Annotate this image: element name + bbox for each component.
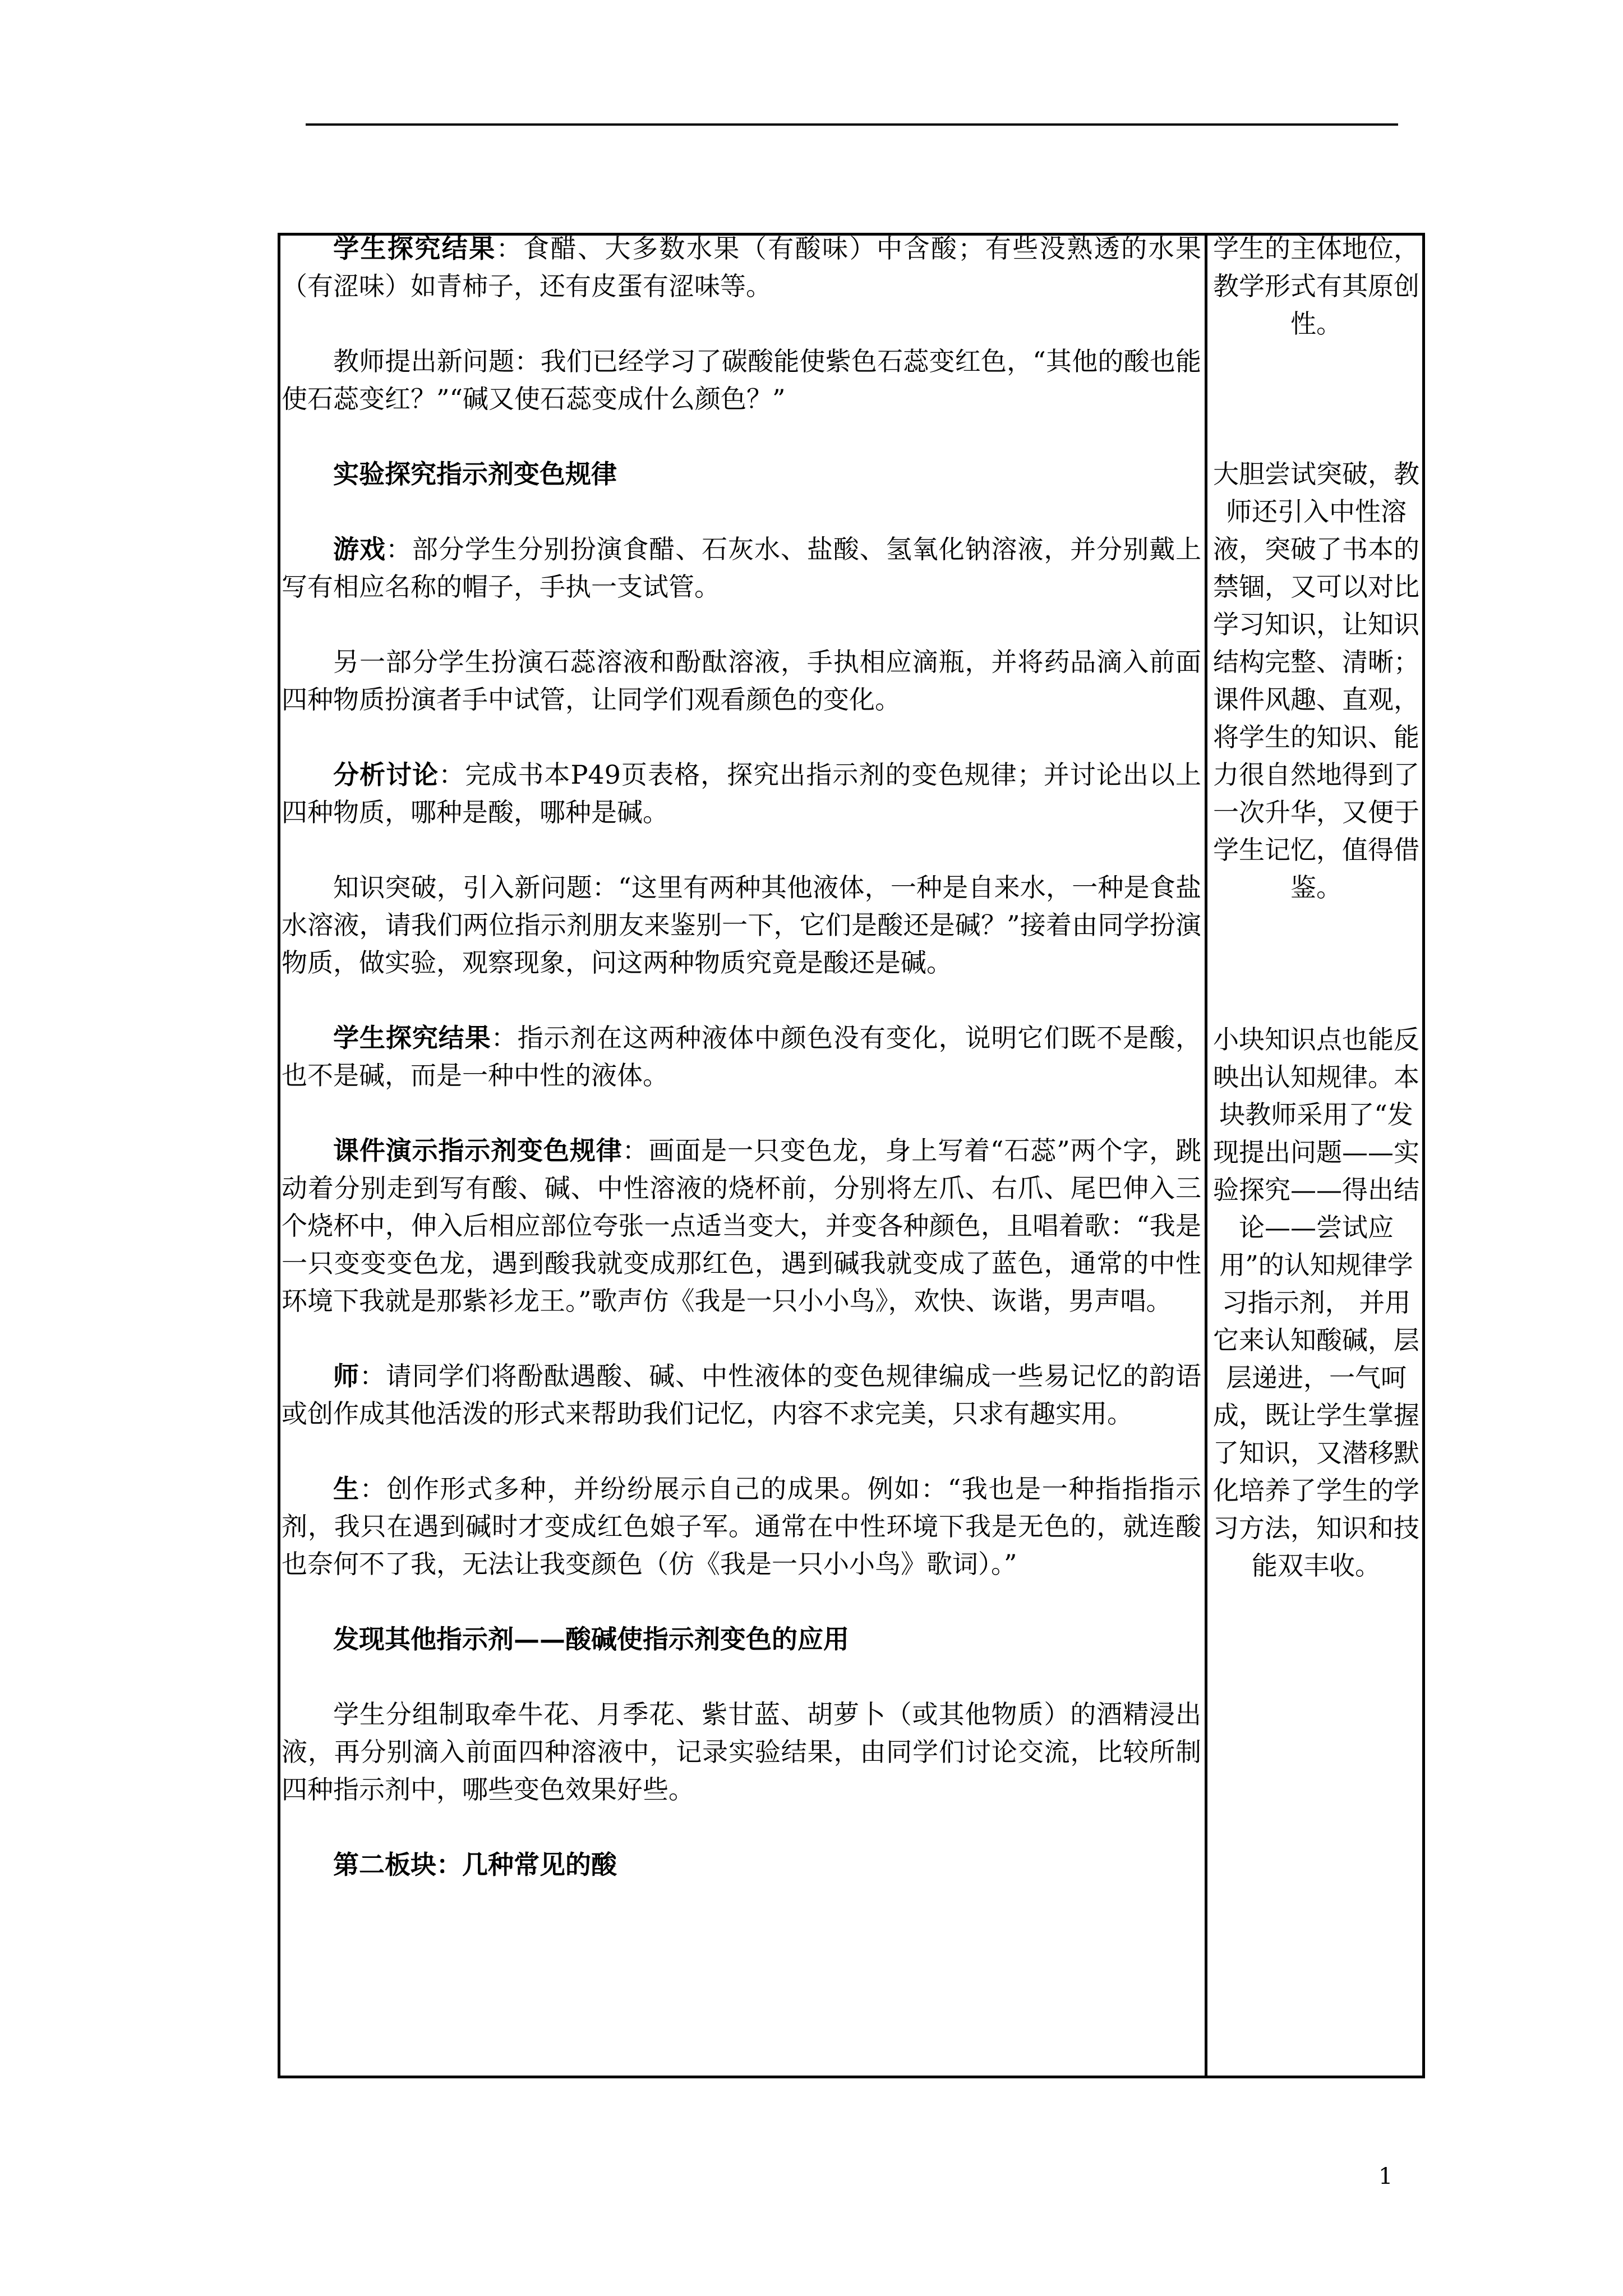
paragraph-student-inquiry-result-2 bbox=[282, 1019, 1201, 1094]
page-number: 1 bbox=[1378, 2164, 1393, 2189]
paragraph-label: 游戏 bbox=[333, 534, 386, 564]
paragraph-student-inquiry-result-1 bbox=[282, 230, 1201, 305]
comment-note-3: 小块知识点也能反映出认知规律。本块教师采用了“发现提出问题——实验探究——得出结论——尝试应用”的认知规律学习指示剂， 并用它来认知酸碱，层层递进，一气呵成，既让学生掌握了知识，又潜移默化培养了学生的学习方法，知识和技能双丰收。 bbox=[1213, 1024, 1419, 1581]
paragraph-label: 学生探究结果 bbox=[333, 233, 496, 264]
paragraph-text: ：完成书本P49页表格，探究出指示剂的变色规律；并讨论出以上四种物质，哪种是酸，哪种是碱。 bbox=[282, 760, 1202, 827]
paragraph-teacher-task bbox=[282, 1358, 1201, 1433]
section-heading-indicator-experiment: 实验探究指示剂变色规律 bbox=[333, 459, 617, 489]
paragraph-text: ：请同学们将酚酞遇酸、碱、中性液体的变色规律编成一些易记忆的韵语或创作成其他活泼的形式来帮助我们记忆，内容不求完美，只求有趣实用。 bbox=[282, 1361, 1201, 1429]
paragraph-indicator-roles bbox=[282, 643, 1201, 719]
paragraph-text: 学生分组制取牵牛花、月季花、紫甘蓝、胡萝卜（或其他物质）的酒精浸出液，再分别滴入前面四种溶液中，记录实验结果，由同学们讨论交流，比较所制四种指示剂中，哪些变色效果好些。 bbox=[282, 1699, 1201, 1805]
section-heading-other-indicators: 发现其他指示剂——酸碱使指示剂变色的应用 bbox=[333, 1624, 849, 1654]
paragraph-make-indicators bbox=[282, 1696, 1201, 1809]
paragraph-text: ：创作形式多种，并纷纷展示自己的成果。例如：“我也是一种指指指示剂，我只在遇到碱时才变成红色娘子军。通常在中性环境下我是无色的，就连酸也奈何不了我，无法让我变颜色（仿《我是一只小小鸟》歌词）。” bbox=[282, 1474, 1201, 1579]
paragraph-text: ：部分学生分别扮演食醋、石灰水、盐酸、氢氧化钠溶液，并分别戴上写有相应名称的帽子，手执一支试管。 bbox=[282, 534, 1201, 602]
paragraph-text: 教师提出新问题：我们已经学习了碳酸能使紫色石蕊变红色，“其他的酸也能使石蕊变红？”“碱又使石蕊变成什么颜色？” bbox=[282, 346, 1201, 414]
header-rule bbox=[306, 123, 1398, 126]
paragraph-text: ：画面是一只变色龙，身上写着“石蕊”两个字，跳动着分别走到写有酸、碱、中性溶液的烧杯前，分别将左爪、右爪、尾巴伸入三个烧杯中，伸入后相应部位夸张一点适当变大，并变各种颜色，且唱着歌：“我是一只变变变色龙，遇到酸我就变成那红色，遇到碱我就变成了蓝色，通常的中性环境下我就是那紫衫龙王。”歌声仿《我是一只小小鸟》，欢快、诙谐，男声唱。 bbox=[282, 1135, 1201, 1316]
paragraph-label: 生 bbox=[333, 1474, 360, 1504]
paragraph-text: 知识突破，引入新问题：“这里有两种其他液体，一种是自来水，一种是食盐水溶液，请我们两位指示剂朋友来鉴别一下，它们是酸还是碱？”接着由同学扮演物质，做实验，观察现象，问这两种物质究竟是酸还是碱。 bbox=[282, 872, 1201, 978]
paragraph-label: 课件演示指示剂变色规律 bbox=[333, 1135, 623, 1166]
table-column-divider bbox=[1205, 233, 1207, 2078]
paragraph-label: 学生探究结果 bbox=[333, 1023, 491, 1053]
section-heading-common-acids: 第二板块：几种常见的酸 bbox=[333, 1849, 617, 1880]
teaching-process-column bbox=[282, 230, 1201, 1921]
comment-note-1: 学生的主体地位，教学形式有其原创性。 bbox=[1213, 233, 1419, 339]
paragraph-text: ：指示剂在这两种液体中颜色没有变化，说明它们既不是酸，也不是碱，而是一种中性的液体。 bbox=[282, 1023, 1201, 1091]
comment-note-2: 大胆尝试突破，教师还引入中性溶液，突破了书本的禁锢，又可以对比学习知识，让知识结构完整、清晰；课件风趣、直观，将学生的知识、能力很自然地得到了一次升华，又便于学生记忆，值得借鉴。 bbox=[1213, 459, 1419, 903]
paragraph-teacher-question bbox=[282, 343, 1201, 418]
paragraph-text: 另一部分学生扮演石蕊溶液和酚酞溶液，手执相应滴瓶，并将药品滴入前面四种物质扮演者手中试管，让同学们观看颜色的变化。 bbox=[282, 647, 1201, 715]
paragraph-label: 师 bbox=[333, 1361, 359, 1391]
paragraph-courseware-demo bbox=[282, 1132, 1201, 1320]
paragraph-student-creation bbox=[282, 1470, 1201, 1583]
paragraph-game bbox=[282, 531, 1201, 606]
paragraph-knowledge-breakthrough bbox=[282, 869, 1201, 982]
paragraph-analysis-discussion bbox=[282, 756, 1201, 831]
paragraph-label: 分析讨论 bbox=[333, 760, 439, 790]
paragraph-text: ：食醋、大多数水果（有酸味）中含酸；有些没熟透的水果（有涩味）如青柿子，还有皮蛋有涩味等。 bbox=[282, 233, 1202, 301]
